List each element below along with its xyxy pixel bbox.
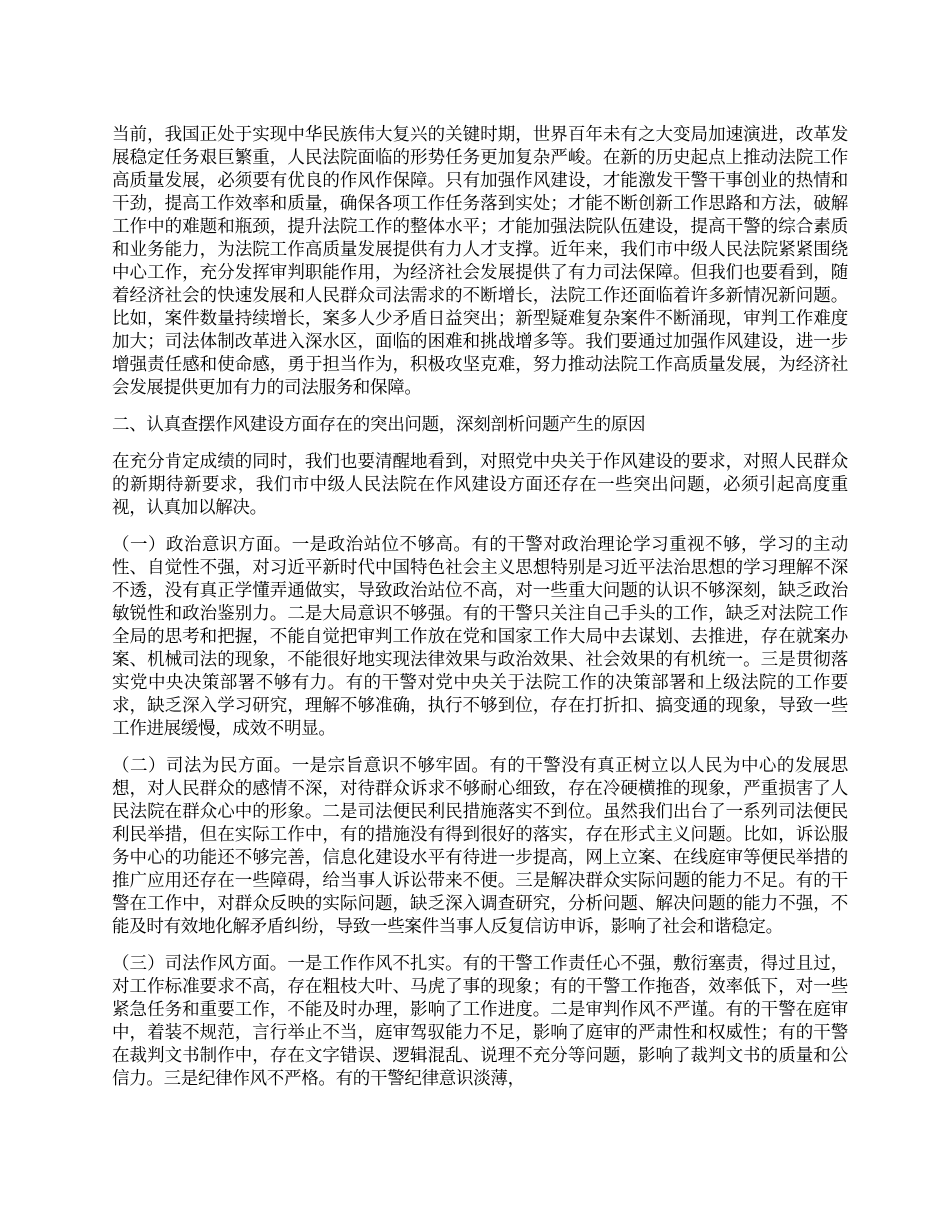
paragraph-overview: 在充分肯定成绩的同时，我们也要清醒地看到，对照党中央关于作风建设的要求，对照人民群众的新期待新要求，我们市中级人民法院在作风建设方面还存在一些突出问题，必须引起高度重视，认真加以解决。 [112,452,848,518]
paragraph-political-awareness: （一）政治意识方面。一是政治站位不够高。有的干警对政治理论学习重视不够，学习的主动性、自觉性不强，对习近平新时代中国特色社会主义思想特别是习近平法治思想的学习理解不深不透，没有真正学懂弄通做实，导致政治站位不高，对一些重大问题的认识不够深刻，缺乏政治敏锐性和政治鉴别力。二是大局意识不够强。有的干警只关注自己手头的工作，缺乏对法院工作全局的思考和把握，不能自觉把审判工作放在党和国家工作大局中去谋划、去推进，存在就案办案、机械司法的现象，不能很好地实现法律效果与政治效果、社会效果的有机统一。三是贯彻落实党中央决策部署不够有力。有的干警对党中央关于法院工作的决策部署和上级法院的工作要求，缺乏深入学习研究，理解不够准确，执行不够到位，存在打折扣、搞变通的现象，导致一些工作进展缓慢，成效不明显。 [112,535,848,739]
section-heading-2: 二、认真查摆作风建设方面存在的突出问题，深刻剖析问题产生的原因 [112,415,646,435]
paragraph-judicial-style: （三）司法作风方面。一是工作作风不扎实。有的干警工作责任心不强，敷衍塞责，得过且过，对工作标准要求不高，存在粗枝大叶、马虎了事的现象；有的干警工作拖沓，效率低下，对一些紧急任务和重要工作，不能及时办理，影响了工作进度。二是审判作风不严谨。有的干警在庭审中，着装不规范，言行举止不当，庭审驾驭能力不足，影响了庭审的严肃性和权威性；有的干警在裁判文书制作中，存在文字错误、逻辑混乱、说理不充分等问题，影响了裁判文书的质量和公信力。三是纪律作风不严格。有的干警纪律意识淡薄， [112,954,848,1089]
paragraph-intro: 当前，我国正处于实现中华民族伟大复兴的关键时期，世界百年未有之大变局加速演进，改革发展稳定任务艰巨繁重，人民法院面临的形势任务更加复杂严峻。在新的历史起点上推动法院工作高质量发展，必须要有优良的作风作保障。只有加强作风建设，才能激发干警干事创业的热情和干劲，提高工作效率和质量，确保各项工作任务落到实处；才能不断创新工作思路和方法，破解工作中的难题和瓶颈，提升法院工作的整体水平；才能加强法院队伍建设，提高干警的综合素质和业务能力，为法院工作高质量发展提供有力人才支撑。近年来，我们市中级人民法院紧紧围绕中心工作，充分发挥审判职能作用，为经济社会发展提供了有力司法保障。但我们也要看到，随着经济社会的快速发展和人民群众司法需求的不断增长，法院工作还面临着许多新情况新问题。比如，案件数量持续增长，案多人少矛盾日益突出；新型疑难复杂案件不断涌现，审判工作难度加大；司法体制改革进入深水区，面临的困难和挑战增多等。我们要通过加强作风建设，进一步增强责任感和使命感，勇于担当作为，积极攻坚克难，努力推动法院工作高质量发展，为经济社会发展提供更加有力的司法服务和保障。 [112,125,848,398]
document-body [112,124,848,1105]
paragraph-justice-for-people: （二）司法为民方面。一是宗旨意识不够牢固。有的干警没有真正树立以人民为中心的发展思想，对人民群众的感情不深，对待群众诉求不够耐心细致，存在冷硬横推的现象，严重损害了人民法院在群众心中的形象。二是司法便民利民措施落实不到位。虽然我们出台了一系列司法便民利民举措，但在实际工作中，有的措施没有得到很好的落实，存在形式主义问题。比如，诉讼服务中心的功能还不够完善，信息化建设水平有待进一步提高，网上立案、在线庭审等便民举措的推广应用还存在一些障碍，给当事人诉讼带来不便。三是解决群众实际问题的能力不足。有的干警在工作中，对群众反映的实际问题，缺乏深入调查研究，分析问题、解决问题的能力不强，不能及时有效地化解矛盾纠纷，导致一些案件当事人反复信访申诉，影响了社会和谐稳定。 [112,756,848,937]
